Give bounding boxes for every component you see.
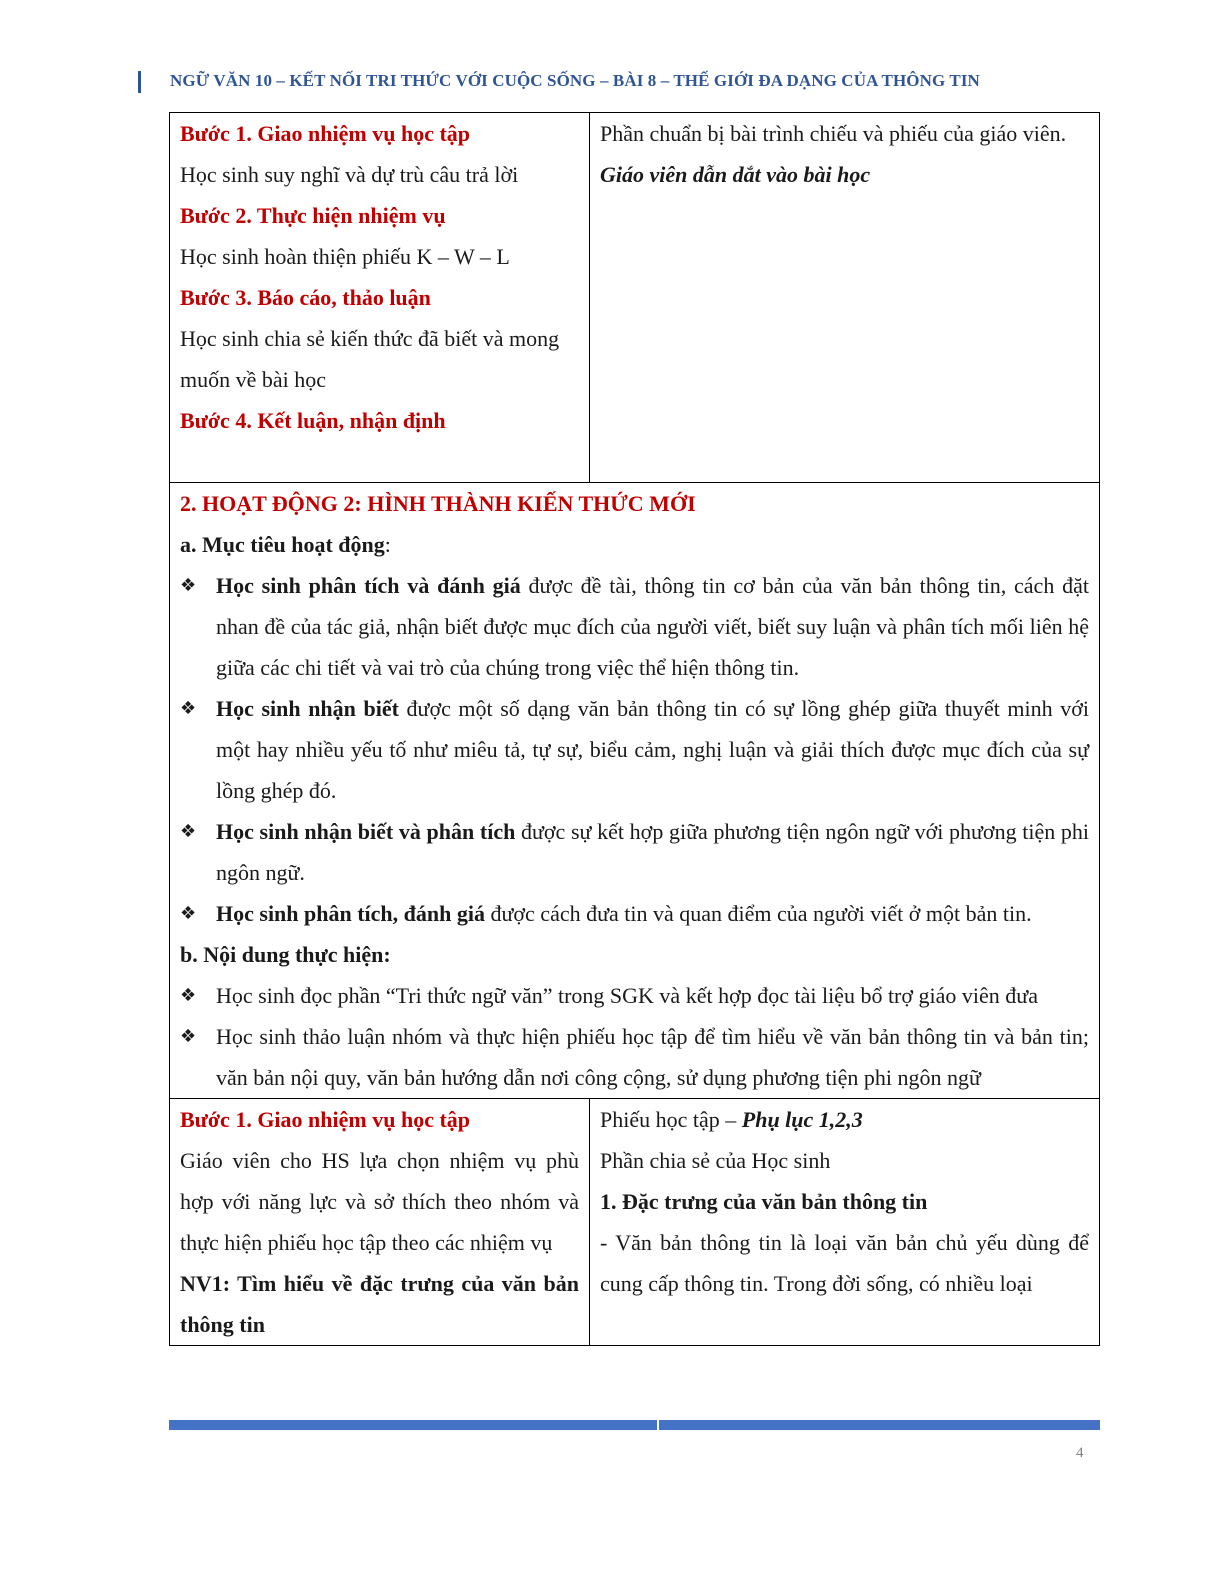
diamond-bullet-icon: ❖ bbox=[180, 903, 197, 924]
student-share-line: Phần chia sẻ của Học sinh bbox=[600, 1148, 831, 1173]
goal-bold: Học sinh phân tích, đánh giá bbox=[216, 901, 485, 926]
goal-label-line bbox=[180, 524, 1089, 565]
goal-text: được đề tài, thông tin cơ bản của văn bản thông tin, cách đặt nhan đề của tác giả, nhận biết được mục đích của người viết, biết suy luận và phân tích mối liên hệ giữa các chi tiết và vai trò của chúng trong việc thể hiện thông tin. bbox=[216, 573, 1089, 680]
goal-label: a. Mục tiêu hoạt động bbox=[180, 532, 385, 557]
worksheet-line bbox=[600, 1099, 1089, 1140]
activity2-heading: 2. HOẠT ĐỘNG 2: HÌNH THÀNH KIẾN THỨC MỚI bbox=[180, 491, 696, 516]
table-row bbox=[170, 113, 1100, 483]
goal-bold: Học sinh nhận biết bbox=[216, 696, 399, 721]
diamond-bullet-icon: ❖ bbox=[180, 1026, 197, 1047]
page-header bbox=[138, 68, 1098, 96]
goal-colon: : bbox=[384, 532, 391, 557]
step1-heading: Bước 1. Giao nhiệm vụ học tập bbox=[180, 121, 471, 146]
table-row bbox=[170, 483, 1100, 1099]
row3-step1-heading: Bước 1. Giao nhiệm vụ học tập bbox=[180, 1107, 471, 1132]
list-item bbox=[180, 811, 1089, 893]
goal-text: được cách đưa tin và quan điểm của người viết ở một bản tin. bbox=[484, 901, 1032, 926]
activity2-cell bbox=[170, 483, 1100, 1099]
diamond-bullet-icon: ❖ bbox=[180, 821, 197, 842]
diamond-bullet-icon: ❖ bbox=[180, 698, 197, 719]
step4-heading: Bước 4. Kết luận, nhận định bbox=[180, 408, 446, 433]
step3-text: Học sinh chia sẻ kiến thức đã biết và mong muốn về bài học bbox=[180, 326, 560, 392]
page-number: 4 bbox=[1076, 1445, 1084, 1461]
list-item bbox=[180, 1016, 1089, 1098]
teacher-prep-text: Phần chuẩn bị bài trình chiếu và phiếu của giáo viên. bbox=[600, 121, 1067, 146]
table-row bbox=[170, 1099, 1100, 1346]
goal-bold: Học sinh phân tích và đánh giá bbox=[216, 573, 521, 598]
footer-bar-divider bbox=[657, 1420, 659, 1430]
header-title: NGỮ VĂN 10 – KẾT NỐI TRI THỨC VỚI CUỘC SỐNG – BÀI 8 – THẾ GIỚI ĐA DẠNG CỦA THÔNG TIN bbox=[170, 71, 980, 90]
list-item bbox=[180, 688, 1089, 811]
content-text: Học sinh đọc phần “Tri thức ngữ văn” trong SGK và kết hợp đọc tài liệu bổ trợ giáo viên đưa bbox=[216, 983, 1038, 1008]
goal-text: được một số dạng văn bản thông tin có sự lồng ghép giữa thuyết minh với một hay nhiều yếu tố như miêu tả, tự sự, biểu cảm, nghị luận và giải thích được mục đích của sự lồng ghép đó. bbox=[216, 696, 1089, 803]
list-item bbox=[180, 893, 1089, 934]
diamond-bullet-icon: ❖ bbox=[180, 985, 197, 1006]
teacher-intro-text: Giáo viên dẫn dắt vào bài học bbox=[600, 162, 871, 187]
worksheet-appendix: Phụ lục 1,2,3 bbox=[741, 1107, 863, 1132]
step2-heading: Bước 2. Thực hiện nhiệm vụ bbox=[180, 203, 446, 228]
step3-heading: Bước 3. Báo cáo, thảo luận bbox=[180, 285, 431, 310]
row3-right-cell bbox=[590, 1099, 1100, 1346]
row3-left-cell bbox=[170, 1099, 590, 1346]
footer-bar bbox=[169, 1420, 1100, 1430]
step1-text: Học sinh suy nghĩ và dự trù câu trả lời bbox=[180, 162, 519, 187]
content-label: b. Nội dung thực hiện: bbox=[180, 942, 391, 967]
worksheet-prefix: Phiếu học tập – bbox=[600, 1107, 742, 1132]
feature-heading: 1. Đặc trưng của văn bản thông tin bbox=[600, 1189, 928, 1214]
feature-text: - Văn bản thông tin là loại văn bản chủ yếu dùng để cung cấp thông tin. Trong đời sống, có nhiều loại bbox=[600, 1230, 1089, 1296]
row1-left-cell bbox=[170, 113, 590, 483]
list-item bbox=[180, 975, 1089, 1016]
row1-right-cell bbox=[590, 113, 1100, 483]
step2-text: Học sinh hoàn thiện phiếu K – W – L bbox=[180, 244, 510, 269]
lesson-table bbox=[169, 112, 1100, 1346]
list-item bbox=[180, 565, 1089, 688]
header-accent-bar bbox=[138, 71, 141, 93]
nv1-heading: NV1: Tìm hiểu về đặc trưng của văn bản thông tin bbox=[180, 1271, 579, 1337]
goal-text: được sự kết hợp giữa phương tiện ngôn ngữ với phương tiện phi ngôn ngữ. bbox=[216, 819, 1090, 885]
row3-step1-text: Giáo viên cho HS lựa chọn nhiệm vụ phù hợp với năng lực và sở thích theo nhóm và thực hiện phiếu học tập theo các nhiệm vụ bbox=[180, 1148, 579, 1255]
goal-bold: Học sinh nhận biết và phân tích bbox=[216, 819, 516, 844]
diamond-bullet-icon: ❖ bbox=[180, 575, 197, 596]
content-text: Học sinh thảo luận nhóm và thực hiện phiếu học tập để tìm hiểu về văn bản thông tin và bản tin; văn bản nội quy, văn bản hướng dẫn nơi công cộng, sử dụng phương tiện phi ngôn ngữ bbox=[216, 1024, 1089, 1090]
